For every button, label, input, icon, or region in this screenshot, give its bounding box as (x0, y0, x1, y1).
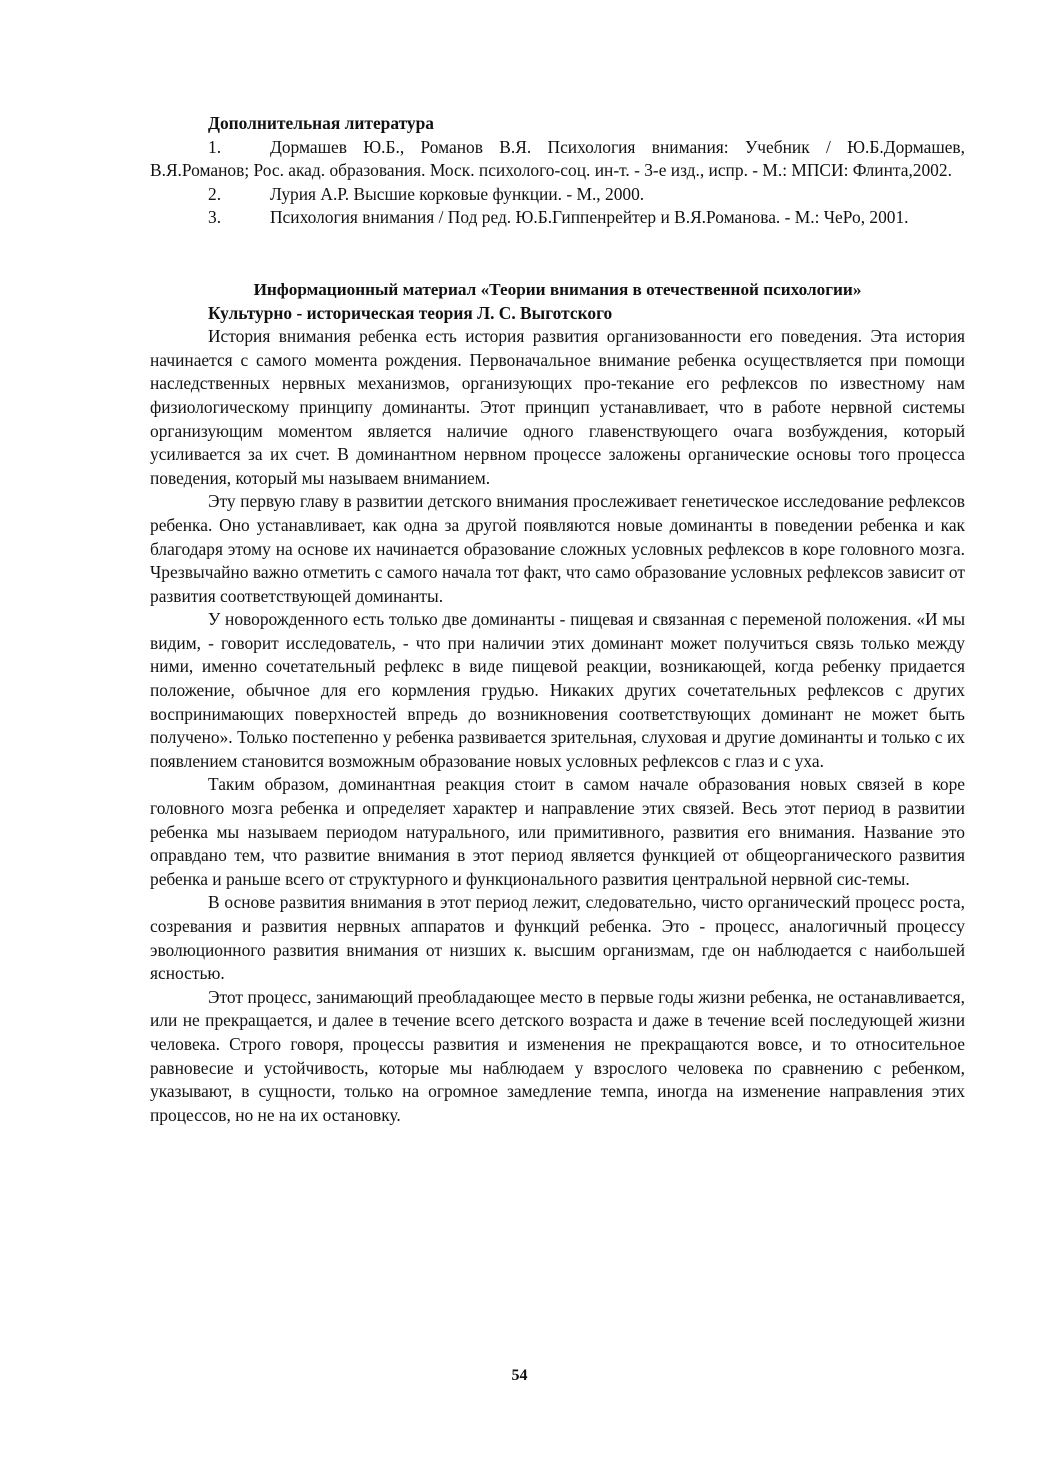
section-subtitle: Культурно - историческая теория Л. С. Выготского (208, 302, 613, 323)
reference-item (150, 206, 965, 230)
reference-text: Дормашев Ю.Б., Романов В.Я. Психология внимания: Учебник / Ю.Б.Дормашев, В.Я.Романов; Рос. акад. образования. Моск. психолого-соц. ин-т. - 3-е изд., испр. - М.: МПСИ: Флинта,2002. (150, 136, 965, 181)
reference-number: 2. (208, 183, 222, 204)
reference-number: 1. (208, 136, 222, 157)
body-paragraph: У новорожденного есть только две доминанты - пищевая и связанная с переменой положения. «И мы видим, - говорит исследователь, - что при наличии этих доминант может получиться связь только между ними, именно сочетательный рефлекс в виде пищевой реакции, возникающей, когда ребенку придается положение, обычное для его кормления грудью. Никаких других сочетательных рефлексов с других воспринимающих поверхностей впредь до возникновения соответствующих доминант не может быть получено». Только постепенно у ребенка развивается зрительная, слуховая и другие доминанты и только с их появлением становится возможным образование новых условных рефлексов с глаз и с уха. (150, 609, 965, 771)
reference-text: Лурия А.Р. Высшие корковые функции. - М., 2000. (270, 183, 645, 204)
reference-number: 3. (208, 207, 222, 228)
body-paragraph: Этот процесс, занимающий преобладающее место в первые годы жизни ребенка, не останавливается, или не прекращается, и далее в течение всего детского возраста и даже в течение всей последующей жизни человека. Строго говоря, процессы развития и изменения не прекращаются вовсе, и то относительное равновесие и устойчивость, которые мы наблюдаем у взрослого человека по сравнению с ребенком, указывают, в сущности, только на огромное замедление темпа, иногда на изменение направления этих процессов, но не на их остановку. (150, 986, 965, 1125)
page-number: 54 (511, 1367, 528, 1384)
reference-item (150, 183, 965, 207)
page-content (150, 112, 965, 1127)
body-paragraph: Эту первую главу в развитии детского внимания прослеживает генетическое исследование рефлексов ребенка. Оно устанавливает, как одна за другой появляются новые доминанты в поведении ребенка и как благодаря этому на основе их начинается образование сложных условных рефлексов в коре головного мозга. Чрезвычайно важно отметить с самого начала тот факт, что само образование условных рефлексов зависит от развития соответствующей доминанты. (150, 491, 965, 606)
reference-item (150, 136, 965, 183)
body-paragraph: История внимания ребенка есть история развития организованности его поведения. Эта история начинается с самого момента рождения. Первоначальное внимание ребенка осуществляется при помощи наследственных нервных механизмов, организующих про-текание его рефлексов по известному нам физиологическому принципу доминанты. Этот принцип устанавливает, что в работе нервной системы организующим моментом является наличие одного главенствующего очага возбуждения, который усиливается за их счет. В доминантном нервном процессе заложены органические основы того процесса поведения, который мы называем вниманием. (150, 326, 965, 488)
reference-text: Психология внимания / Под ред. Ю.Б.Гиппенрейтер и В.Я.Романова. - М.: ЧеРо, 2001. (270, 207, 909, 228)
body-paragraph: Таким образом, доминантная реакция стоит в самом начале образования новых связей в коре головного мозга ребенка и определяет характер и направление этих связей. Весь этот период в развитии ребенка мы называем периодом натурального, или примитивного, развития его внимания. Название это оправдано тем, что развитие внимания в этот период является функцией от общеорганического развития ребенка и раньше всего от структурного и функционального развития центральной нервной сис-темы. (150, 774, 965, 889)
section-title: Информационный материал «Теории внимания в отечественной психологии» (253, 279, 862, 299)
literature-heading: Дополнительная литература (208, 113, 434, 133)
body-paragraph: В основе развития внимания в этот период лежит, следовательно, чисто органический процесс роста, созревания и развития нервных аппаратов и функций ребенка. Это - процесс, аналогичный процессу эволюционного развития внимания от низших к. высшим организмам, где он наблюдается с наибольшей ясностью. (150, 892, 965, 984)
